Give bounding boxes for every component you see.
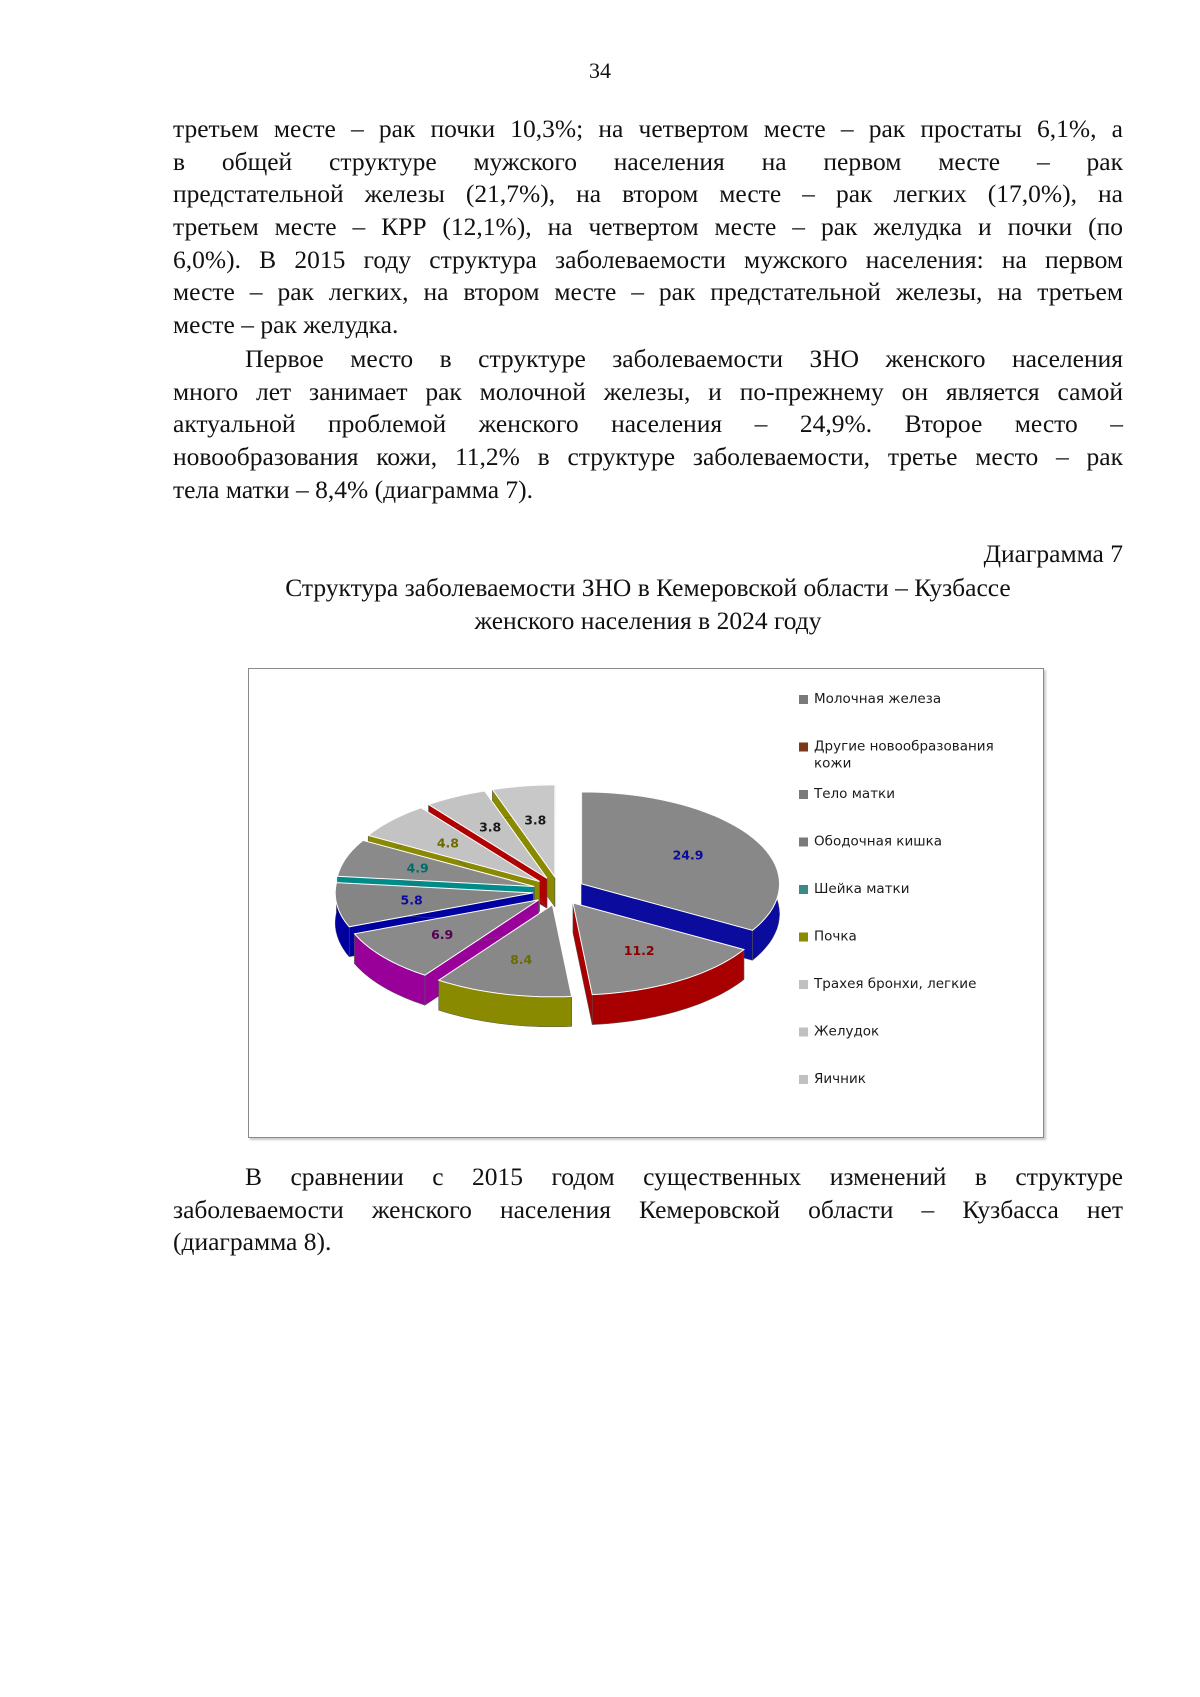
legend-marker bbox=[799, 1075, 808, 1084]
legend-marker bbox=[799, 743, 808, 752]
diagram-label: Диаграмма 7 bbox=[983, 539, 1123, 568]
text-line: актуальной проблемой женского населения – 24,9%. Второе место – bbox=[173, 409, 1123, 439]
pie-data-label: 8.4 bbox=[510, 952, 533, 967]
pie-chart bbox=[249, 669, 1043, 1137]
text-line: третьем месте – КРР (12,1%), на четвертом месте – рак желудка и почки (по bbox=[173, 212, 1123, 242]
diagram-title bbox=[173, 572, 1123, 637]
legend-marker bbox=[799, 1028, 808, 1037]
legend-entry: Тело матки bbox=[814, 786, 895, 802]
legend-marker bbox=[799, 980, 808, 989]
pie-data-label: 11.2 bbox=[623, 943, 655, 959]
text-line: в общей структуре мужского населения на первом месте – рак bbox=[173, 146, 1123, 176]
text-line: 6,0%). В 2015 году структура заболеваемости мужского населения: на первом bbox=[173, 244, 1123, 274]
text-line: третьем месте – рак почки 10,3%; на четвертом месте – рак простаты 6,1%, а bbox=[173, 114, 1123, 143]
diagram-title-line: Структура заболеваемости ЗНО в Кемеровской области – Кузбассе bbox=[285, 573, 1011, 602]
legend-entry: Почка bbox=[814, 928, 857, 945]
text-line: Первое место в структуре заболеваемости ЗНО женского населения bbox=[245, 344, 1123, 373]
paragraph-comparison bbox=[173, 1161, 1123, 1259]
legend-marker bbox=[799, 695, 808, 704]
legend-entry: Молочная железа bbox=[814, 691, 942, 707]
legend-entry: Желудок bbox=[814, 1023, 880, 1040]
legend-marker bbox=[799, 838, 808, 847]
legend-entry: Ободочная кишка bbox=[814, 833, 942, 850]
legend-entry: Другие новообразования bbox=[814, 738, 994, 755]
page-number: 34 bbox=[589, 58, 611, 83]
legend-entry: кожи bbox=[814, 755, 852, 772]
legend-entry: Трахея бронхи, легкие bbox=[814, 976, 977, 992]
text-line: тела матки – 8,4% (диаграмма 7). bbox=[173, 474, 534, 504]
diagram-title-line: женского населения в 2024 году bbox=[474, 605, 822, 635]
text-line: месте – рак легких, на втором месте – рак предстательной железы, на третьем bbox=[173, 277, 1123, 307]
pie-data-label: 5.8 bbox=[400, 892, 423, 908]
legend-marker bbox=[799, 790, 808, 799]
pie-data-label: 6.9 bbox=[431, 927, 454, 943]
text-line: (диаграмма 8). bbox=[173, 1227, 332, 1257]
text-line: новообразования кожи, 11,2% в структуре заболеваемости, третье место – рак bbox=[173, 442, 1123, 472]
pie-data-label: 24.9 bbox=[672, 847, 704, 863]
paragraph-female-structure bbox=[173, 343, 1123, 506]
text-line: много лет занимает рак молочной железы, и по-прежнему он является самой bbox=[173, 376, 1123, 406]
text-line: месте – рак желудка. bbox=[173, 310, 399, 340]
text-line: заболеваемости женского населения Кемеровской области – Кузбасса нет bbox=[173, 1194, 1123, 1224]
pie-data-label: 3.8 bbox=[524, 812, 547, 828]
paragraph-male-structure bbox=[173, 113, 1123, 342]
text-line: В сравнении с 2015 годом существенных изменений в структуре bbox=[245, 1162, 1123, 1191]
pie-data-label: 3.8 bbox=[479, 819, 502, 835]
legend-marker bbox=[799, 933, 808, 942]
pie-chart-frame bbox=[248, 668, 1044, 1138]
pie-data-label: 4.9 bbox=[406, 860, 429, 876]
legend-entry: Шейка матки bbox=[814, 881, 910, 897]
legend-entry: Яичник bbox=[814, 1071, 866, 1087]
text-line: предстательной железы (21,7%), на втором месте – рак легких (17,0%), на bbox=[173, 179, 1123, 209]
legend-marker bbox=[799, 885, 808, 894]
pie-data-label: 4.8 bbox=[436, 835, 459, 851]
